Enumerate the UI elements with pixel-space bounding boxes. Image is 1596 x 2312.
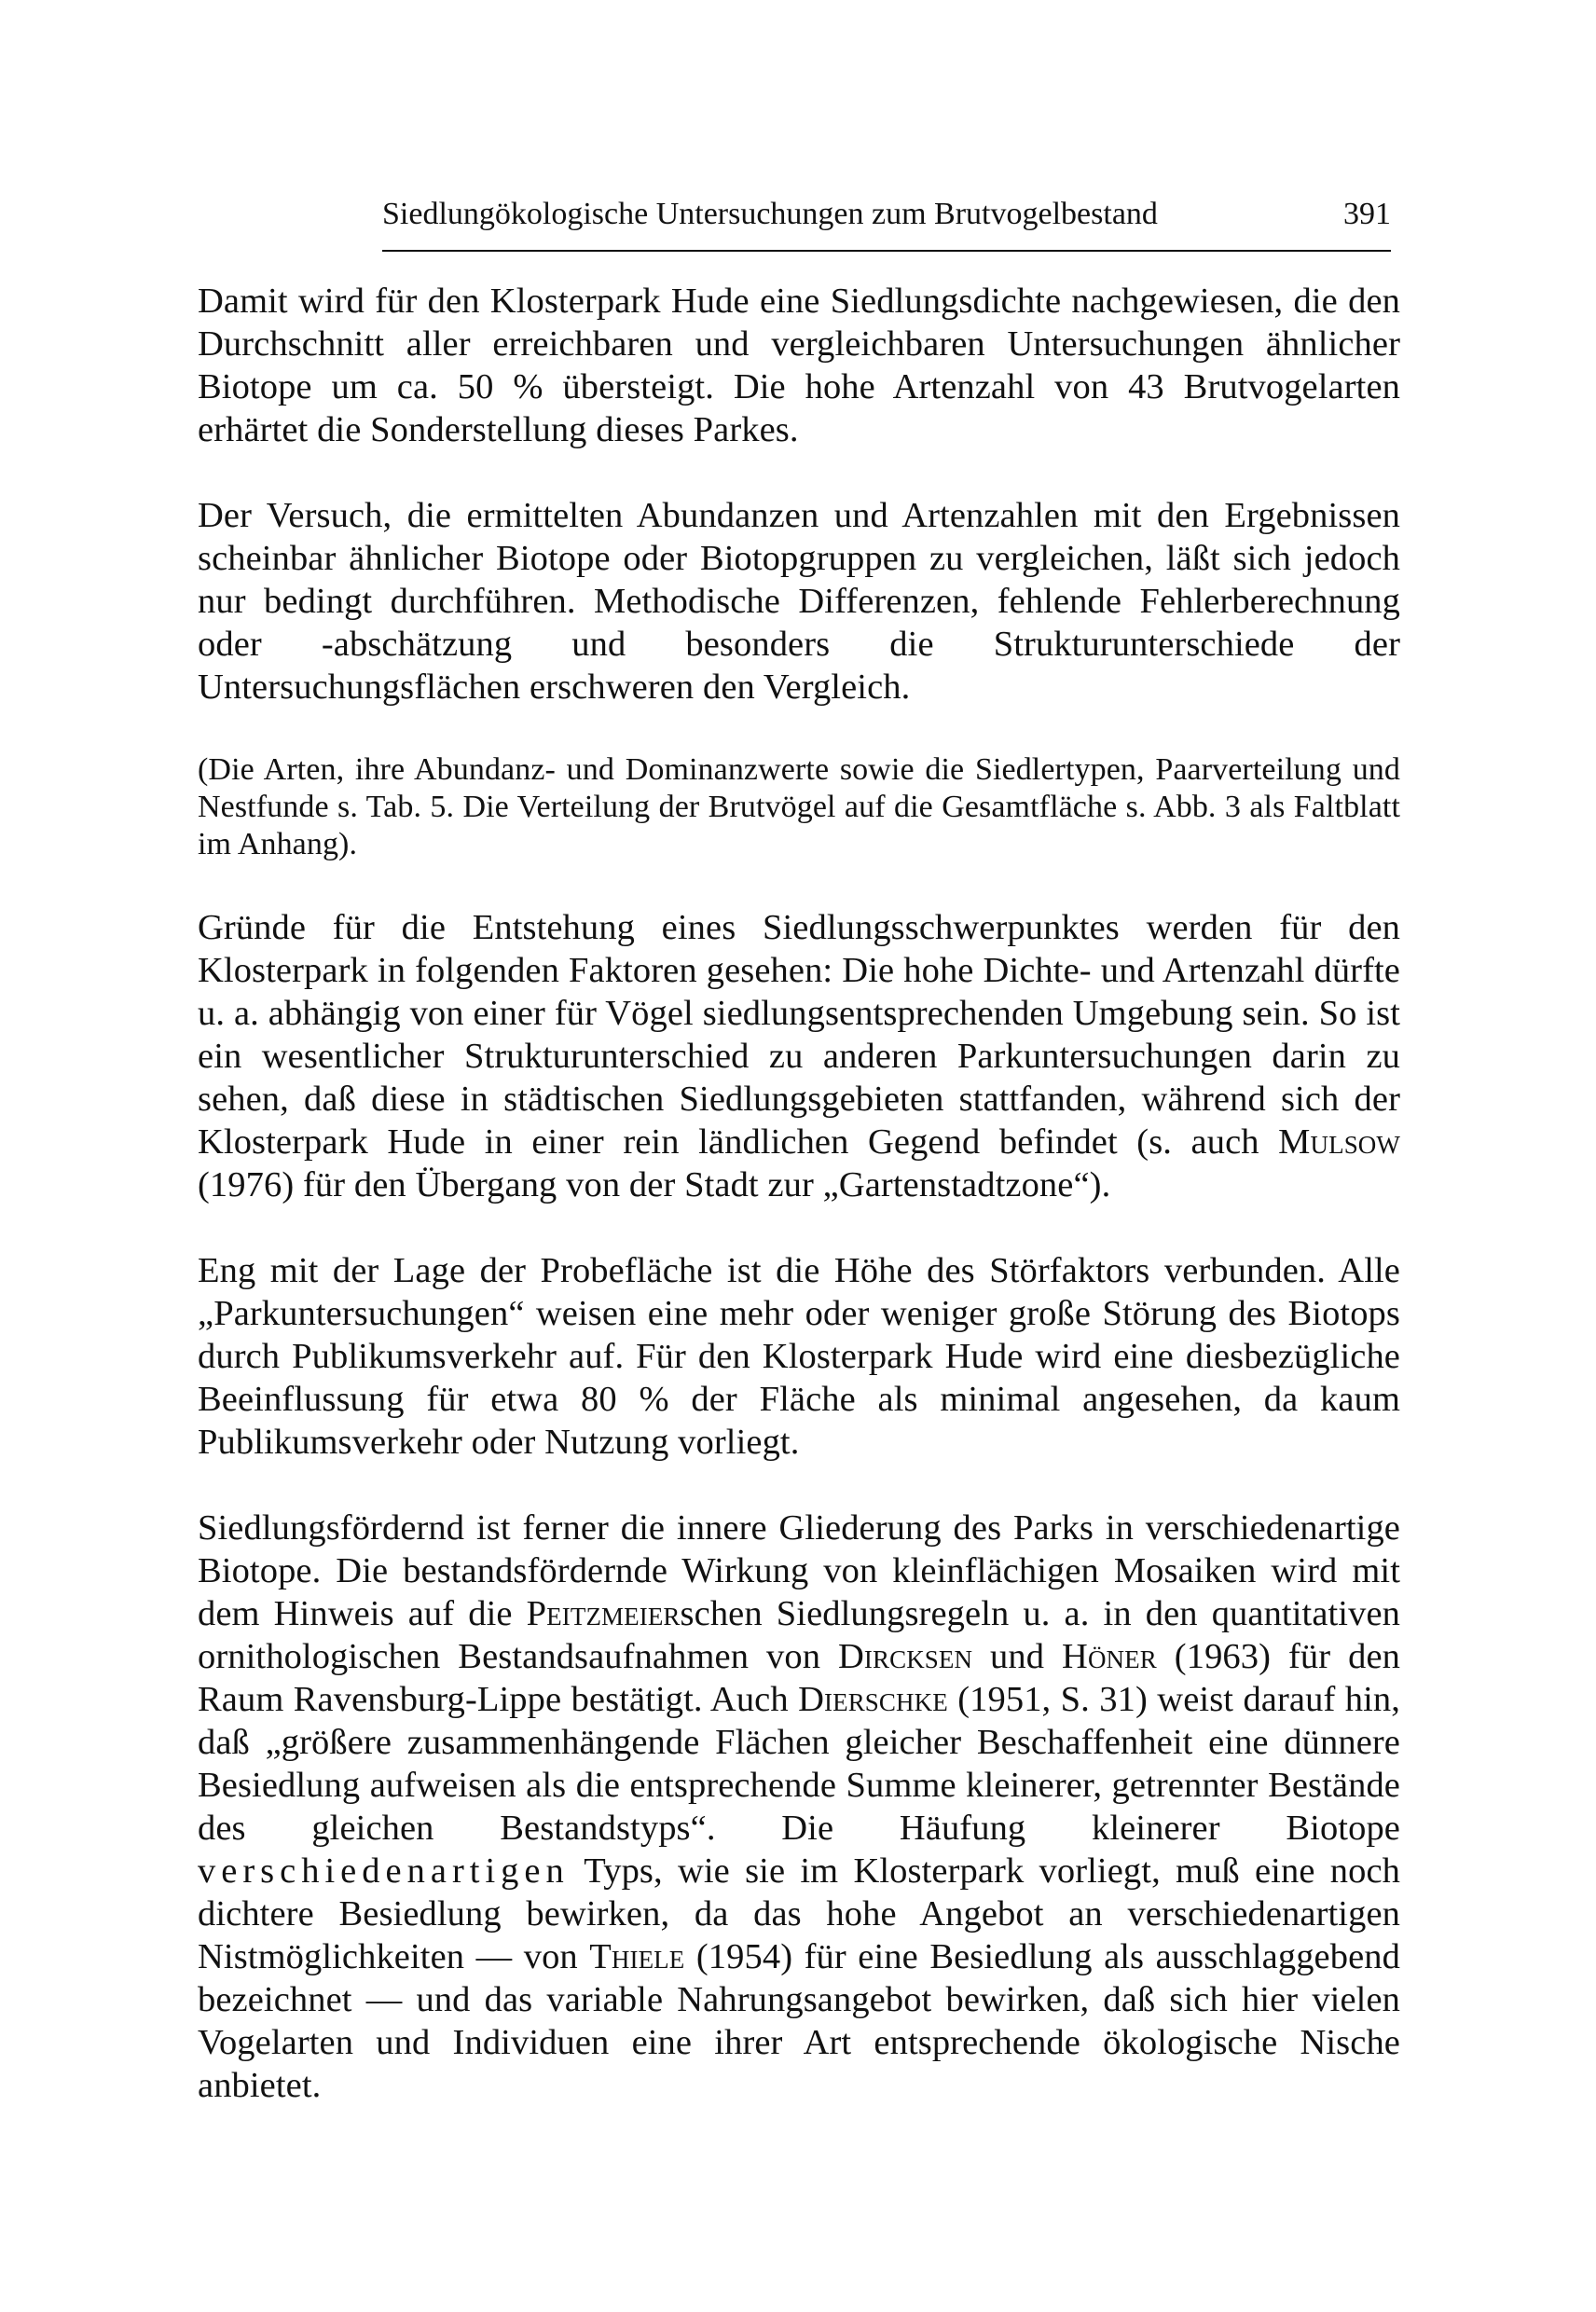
page-number: 391 bbox=[1343, 197, 1391, 231]
author-name: Höner bbox=[1062, 1637, 1157, 1676]
text-run: (1954) für eine Besiedlung als ausschlaggebend bezeichnet — und das variable Nahrungsangebot bewirken, daß sich hier vielen Vogelarten und Individuen eine ihrer Art entsprechende ökologische Nische anbietet. bbox=[198, 1937, 1400, 2105]
text-run: (1976) für den Übergang von der Stadt zur „Gartenstadtzone“). bbox=[198, 1165, 1111, 1204]
author-name: Peitzmeier bbox=[526, 1594, 681, 1633]
author-name: Thiele bbox=[589, 1937, 685, 1976]
paragraph-stoerfaktor: Eng mit der Lage der Probefläche ist die Höhe des Störfaktors verbunden. Alle „Parkuntersuchungen“ weisen eine mehr oder weniger große Störung des Biotops durch Publikumsverkehr auf. Für den Klosterpark Hude wird eine diesbezügliche Beeinflussung für etwa 80 % der Fläche als minimal angesehen, da kaum Publikumsverkehr oder Nutzung vorliegt. bbox=[198, 1251, 1400, 1462]
author-name: Dircksen bbox=[837, 1637, 973, 1676]
text-run: schen Siedlungsregeln u. a. in den quantitativen ornithologischen Bestandsaufnahmen von bbox=[198, 1594, 1400, 1676]
running-head bbox=[373, 186, 1391, 242]
body-text bbox=[198, 280, 1400, 2107]
paragraph-gliederung bbox=[198, 1507, 1400, 2107]
text-run: Gründe für die Entstehung eines Siedlungsschwerpunktes werden für den Klosterpark in folgenden Faktoren gesehen: Die hohe Dichte- und Artenzahl dürfte u. a. abhängig von einer für Vögel siedlungsentsprechenden Umgebung sein. So ist ein wesentlicher Strukturunterschied zu anderen Parkuntersuchungen darin zu sehen, daß diese in städtischen Siedlungsgebieten stattfanden, während sich der Klosterpark Hude in einer rein ländlichen Gegend befindet (s. auch bbox=[198, 908, 1400, 1162]
emphasis-spaced: verschiedenartigen bbox=[198, 1851, 570, 1891]
author-name: Mulsow bbox=[1278, 1122, 1400, 1162]
running-title: Siedlungökologische Untersuchungen zum Brutvogelbestand bbox=[382, 197, 1158, 231]
header-rule bbox=[382, 250, 1391, 252]
author-name: Dierschke bbox=[798, 1680, 948, 1719]
paragraph-gruende bbox=[198, 906, 1400, 1206]
text-run: und bbox=[972, 1637, 1063, 1676]
text-run: Siedlungsfördernd ist ferner die innere Gliederung des Parks in verschiedenartige Biotope. Die bestandsfördernde Wirkung von kleinflächigen Mosaiken wird mit dem Hinweis auf die bbox=[198, 1508, 1400, 1633]
paragraph-vergleich: Der Versuch, die ermittelten Abundanzen und Artenzahlen mit den Ergebnissen scheinbar ähnlicher Biotope oder Biotopgruppen zu vergleichen, läßt sich jedoch nur bedingt durchführen. Methodische Differenzen, fehlende Fehlerberechnung oder -abschätzung und besonders die Strukturunterschiede der Untersuchungsflächen erschweren den Vergleich. bbox=[198, 496, 1400, 707]
text-run: (1951, S. 31) weist darauf hin, daß „größere zusammenhängende Flächen gleicher Beschaffenheit eine dünnere Besiedlung aufweisen als die entsprechende Summe kleinerer, getrennter Bestände des gleichen Bestandstyps“. Die Häufung kleinerer Biotope bbox=[198, 1680, 1400, 1848]
paragraph-siedlungsdichte: Damit wird für den Klosterpark Hude eine Siedlungsdichte nachgewiesen, die den Durchschnitt aller erreichbaren und vergleichbaren Untersuchungen ähnlicher Biotope um ca. 50 % übersteigt. Die hohe Artenzahl von 43 Brutvogelarten erhärtet die Sonderstellung dieses Parkes. bbox=[198, 282, 1400, 449]
paragraph-note-tables: (Die Arten, ihre Abundanz- und Dominanzwerte sowie die Siedlertypen, Paarverteilung und Nestfunde s. Tab. 5. Die Verteilung der Brutvögel auf die Gesamtfläche s. Abb. 3 als Faltblatt im Anhang). bbox=[198, 752, 1400, 861]
text-run: (1963) für den Raum Ravensburg-Lippe bestätigt. Auch bbox=[198, 1637, 1401, 1719]
text-run: Typs, wie sie im Klosterpark vorliegt, muß eine noch dichtere Besiedlung bewirken, da das hohe Angebot an verschiedenartigen Nistmöglichkeiten — von bbox=[198, 1851, 1400, 1976]
